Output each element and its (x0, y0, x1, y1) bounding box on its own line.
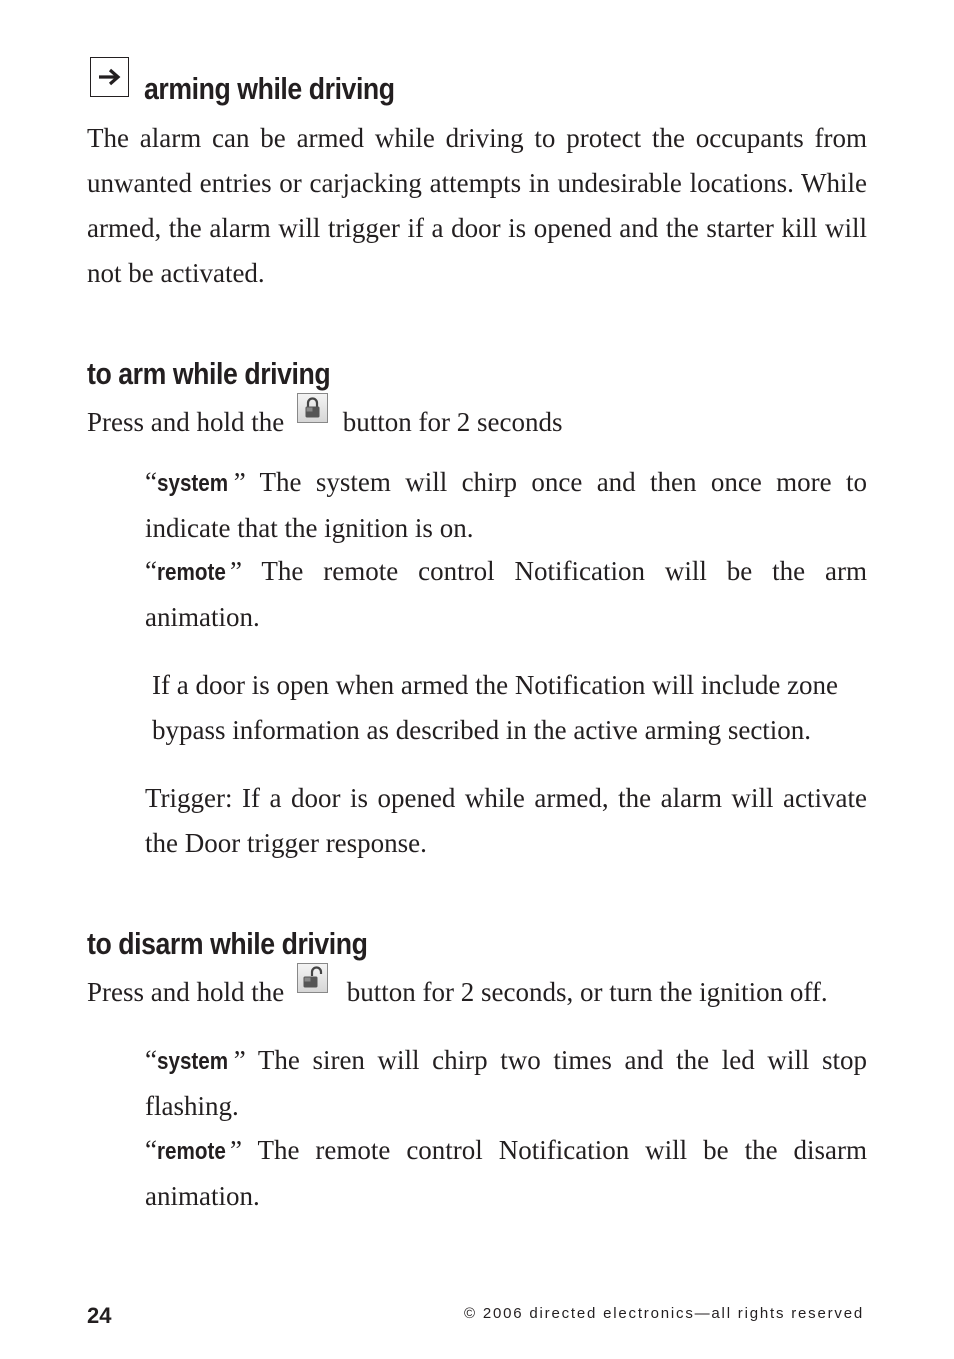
remote-keyword: remote (156, 559, 226, 586)
close-quote: ” (233, 1045, 246, 1075)
arm-system-text: The system will chirp once and then once more to indicate that the ignition is on. (145, 467, 867, 543)
remote-keyword: remote (156, 1138, 226, 1165)
disarm-system-note (145, 1038, 867, 1129)
open-quote: “ (145, 556, 157, 586)
system-keyword: system (156, 1048, 229, 1075)
system-keyword: system (156, 470, 229, 497)
close-quote: ” (233, 467, 246, 497)
disarm-instruction (87, 970, 907, 1015)
unlock-icon (297, 963, 328, 993)
disarm-remote-note (145, 1128, 867, 1219)
disarm-instruction-before: Press and hold the (87, 977, 285, 1007)
intro-paragraph: The alarm can be armed while driving to protect the occupants from unwanted entries or carjacking attempts in undesirable locations. While armed, the alarm will trigger if a door is opened and the starter kill will not be activated. (87, 123, 867, 288)
arm-instruction-before: Press and hold the (87, 407, 285, 437)
close-quote: ” (230, 1135, 242, 1165)
disarm-instruction-after: button for 2 seconds, or turn the ignition off. (346, 977, 828, 1007)
arm-instruction-after: button for 2 seconds (342, 407, 563, 437)
lock-icon (297, 393, 328, 423)
heading-to-arm: to arm while driving (87, 356, 331, 391)
page-number: 24 (87, 1303, 112, 1328)
trigger-note: Trigger: If a door is opened while armed, the alarm will activate the Door trigger response. (145, 783, 867, 858)
disarm-remote-text: The remote control Notification will be the disarm animation. (145, 1135, 867, 1211)
arm-instruction (87, 400, 887, 445)
arm-system-note (145, 460, 867, 551)
open-quote: “ (145, 1135, 157, 1165)
disarm-system-text: The siren will chirp two times and the led will stop flashing. (145, 1045, 867, 1121)
section-title-arming-while-driving: arming while driving (144, 71, 395, 106)
door-open-note: If a door is open when armed the Notification will include zone bypass information as described in the active arming section. (152, 670, 839, 745)
arrow-right-icon (90, 57, 129, 97)
arm-remote-note (145, 549, 867, 640)
open-quote: “ (145, 467, 157, 497)
open-quote: “ (145, 1045, 157, 1075)
close-quote: ” (230, 556, 242, 586)
heading-to-disarm: to disarm while driving (87, 926, 368, 961)
arm-remote-text: The remote control Notification will be the arm animation. (145, 556, 867, 632)
copyright-notice: © 2006 directed electronics—all rights reserved (464, 1305, 864, 1322)
